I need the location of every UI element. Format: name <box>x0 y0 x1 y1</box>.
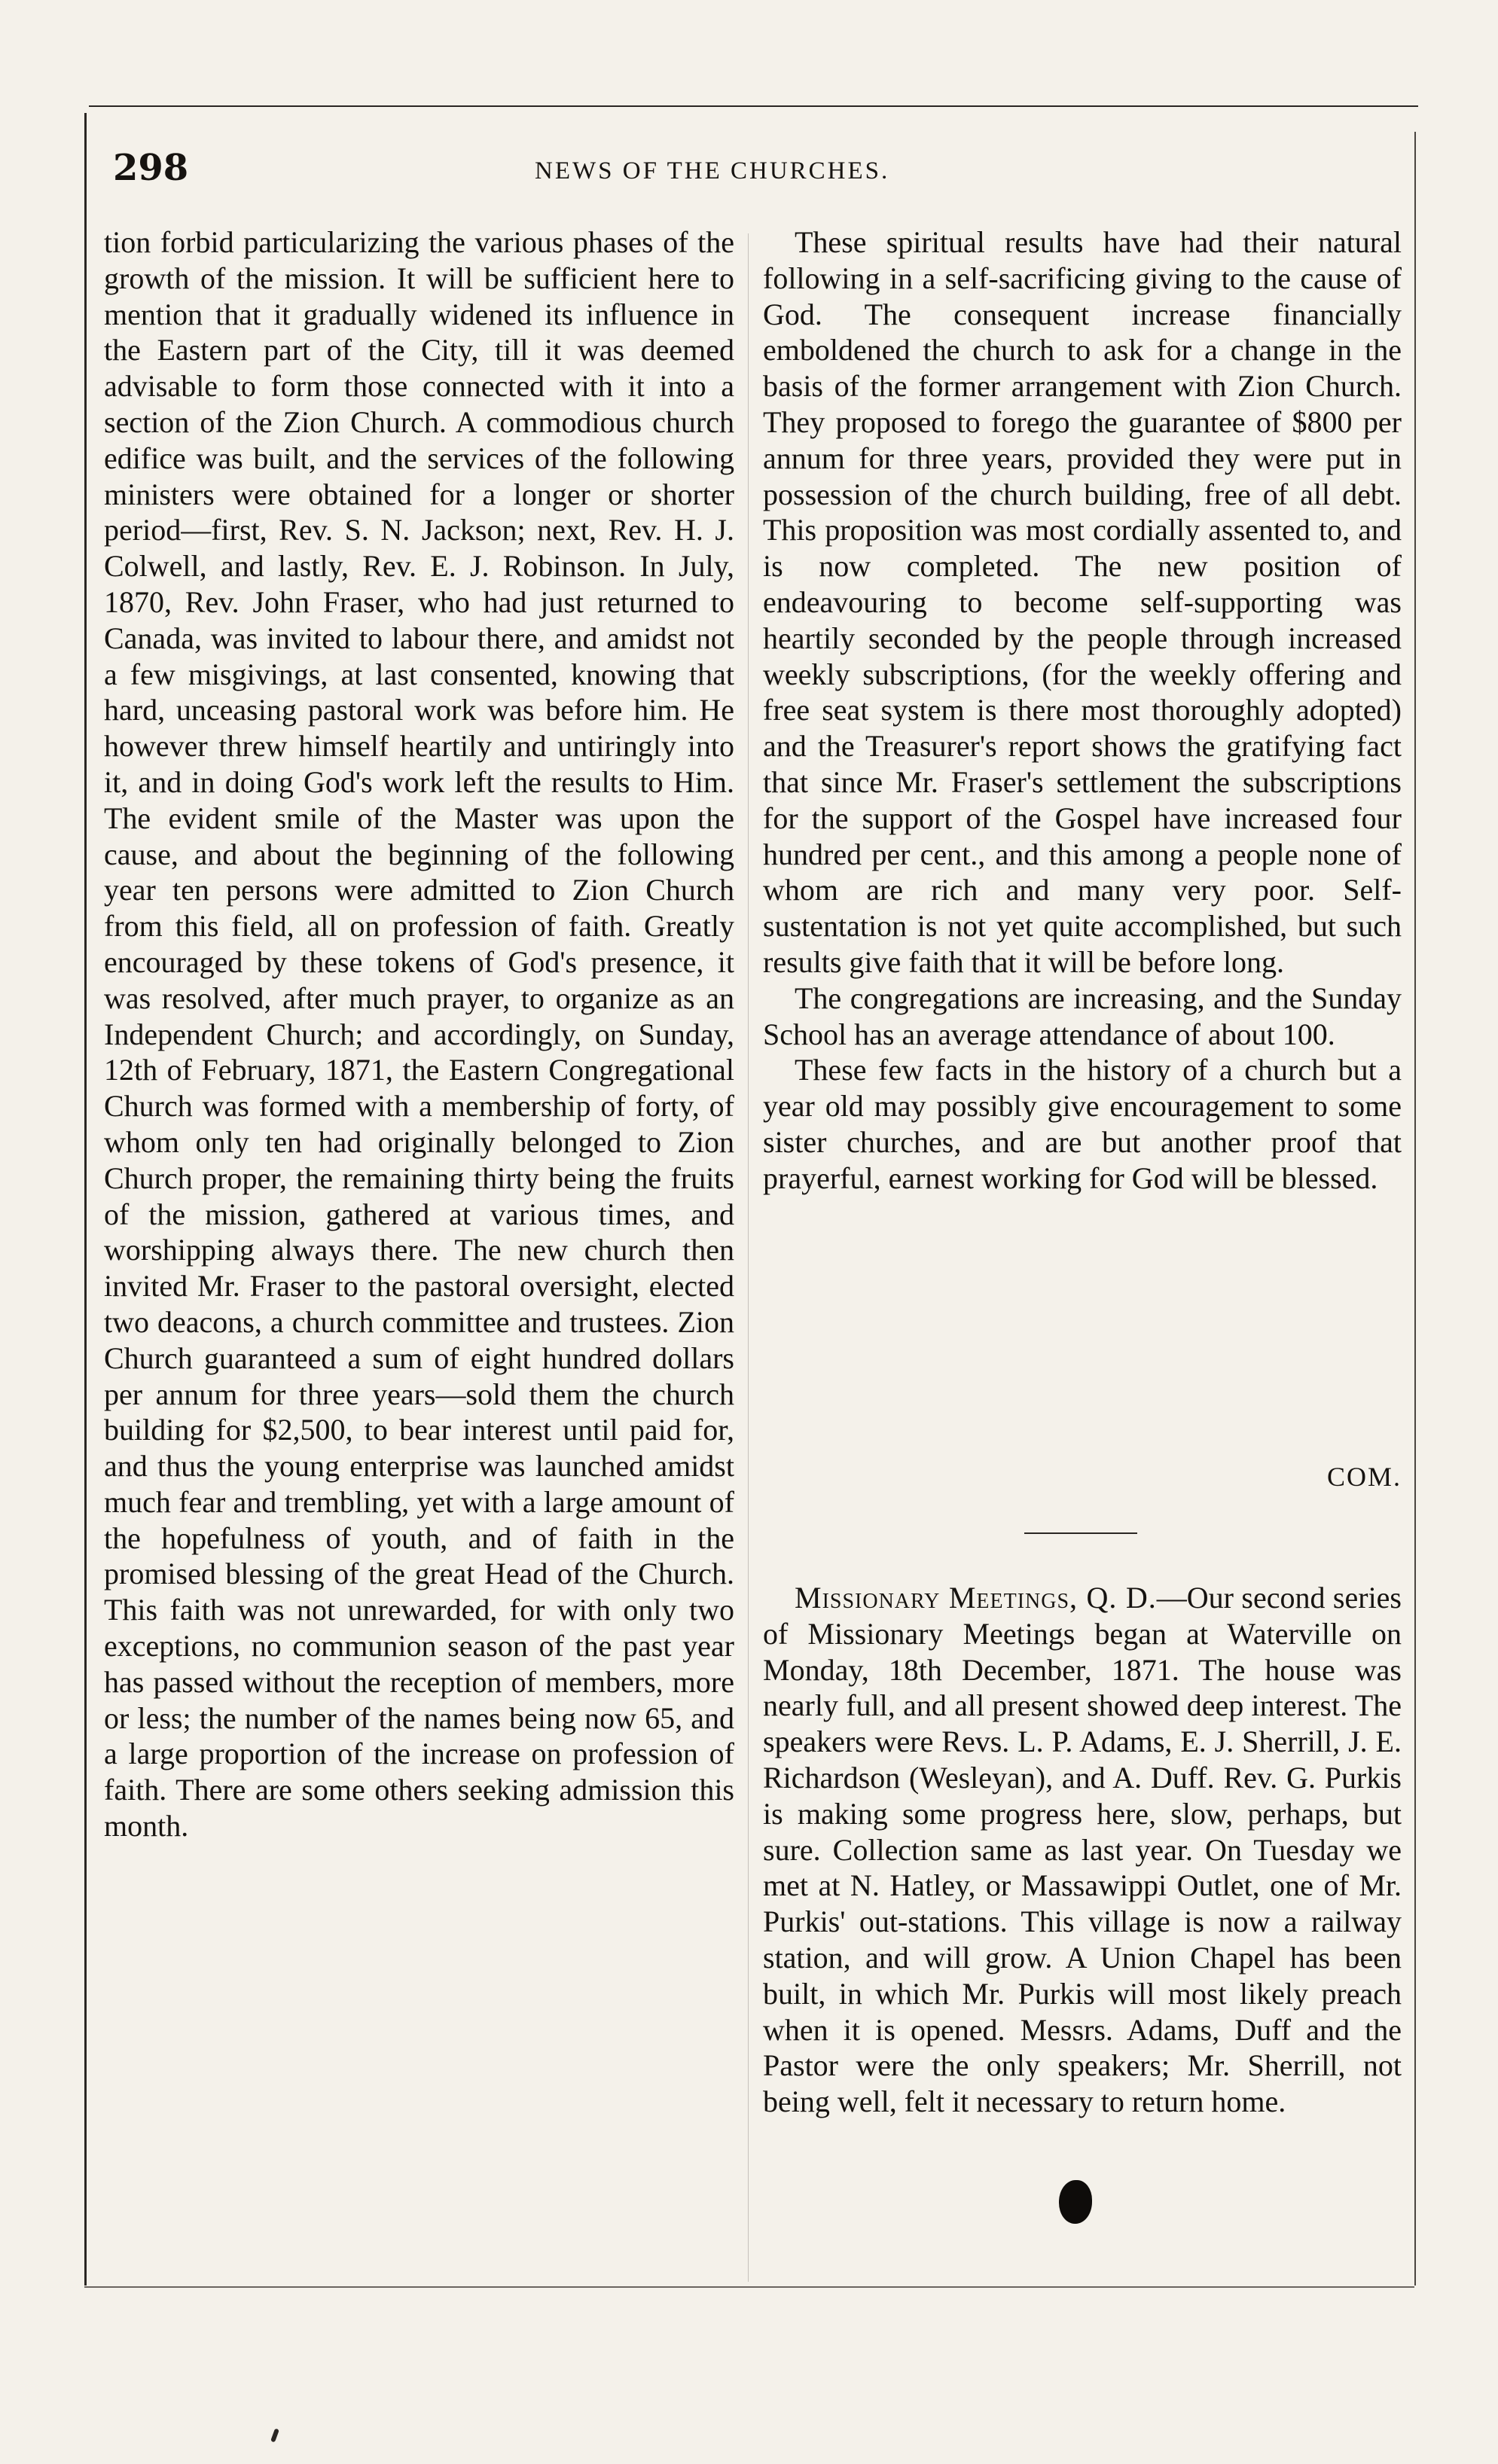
column-gutter <box>748 233 749 2282</box>
right-paragraph-congregations: The congregations are increasing, and the Sunday School has an average attendance of about 100. <box>763 980 1402 1051</box>
signature: COM. <box>1326 1462 1402 1492</box>
section-heading: Missionary Meetings, Q. D. <box>795 1581 1157 1615</box>
section-text: —Our second series of Missionary Meetings began at Waterville on Monday, 18th December, 1871. The house was nearly full, and all present showed deep interest. The speakers were Revs. L. P. Adams, E. J. Sherrill, J. E. Richardson (Wesleyan), and A. Duff. Rev. G. Purkis is making some progress here, slow, perhaps, but sure. Collection same as last year. On Tuesday we met at N. Hatley, or Massawippi Outlet, one of Mr. Purkis' out-stations. This village is now a railway station, and will grow. A Union Chapel has been built, in which Mr. Purkis will most likely preach when it is opened. Messrs. Adams, Duff and the Pastor were the only speakers; Mr. Sherrill, not being well, felt it necessary to return home. <box>763 1581 1402 2119</box>
page-number: 298 <box>113 147 189 189</box>
right-paragraph-facts: These few facts in the history of a church but a year old may possibly give encouragement to some sister churches, and are but another proof that prayerful, earnest working for God will be blessed. <box>763 1053 1402 1195</box>
left-paragraph: tion forbid particularizing the various phases of the growth of the mission. It will be sufficient here to mention that it gradually widened its influence in the Eastern part of the City, till it was deemed advisable to form those connected with it into a section of the Zion Church. A commodious church edifice was built, and the services of the following ministers were obtained for a longer or shorter period—first, Rev. S. N. Jackson; next, Rev. H. J. Colwell, and lastly, Rev. E. J. Robinson. In July, 1870, Rev. John Fraser, who had just returned to Canada, was invited to labour there, and amidst not a few misgivings, at last consented, knowing that hard, unceasing pastoral work was before him. He however threw himself heartily and untiringly into it, and in doing God's work left the results to Him. The evident smile of the Master was upon the cause, and about the beginning of the following year ten persons were admitted to Zion Church from this field, all on profession of faith. Greatly encouraged by these tokens of God's presence, it was resolved, after much prayer, to organize as an Independent Church; and accordingly, on Sunday, 12th of February, 1871, the Eastern Congregational Church was formed with a membership of forty, of whom only ten had originally belonged to Zion Church proper, the remaining thirty being the fruits of the mission, gathered at various times, and worshipping always there. The new church then invited Mr. Fraser to the pastoral oversight, elected two deacons, a church committee and trustees. Zion Church guaranteed a sum of eight hundred dollars per annum for three years—sold them the church building for $2,500, to bear interest until paid for, and thus the young enterprise was launched amidst much fear and trembling, yet with a large amount of the hopefulness of youth, and of faith in the promised blessing of the great Head of the Church. This faith was not unrewarded, for with only two exceptions, no communion season of the past year has passed without the reception of members, more or less; the number of the names being now 65, and a large proportion of the increase on profession of faith. There are some others seeking admission this month. <box>104 225 734 1843</box>
ink-speck <box>270 2429 279 2443</box>
section-divider <box>1024 1532 1137 1534</box>
left-column <box>104 224 734 1844</box>
right-border-rule <box>1414 132 1416 2286</box>
missionary-meetings-section <box>763 1580 1402 2120</box>
running-head: NEWS OF THE CHURCHES. <box>535 157 890 184</box>
bottom-border-rule <box>84 2286 1414 2288</box>
missionary-meetings-paragraph <box>763 1580 1402 2120</box>
right-column <box>763 224 1402 1197</box>
ink-blot <box>1059 2180 1092 2224</box>
left-border-rule <box>84 113 87 2286</box>
page-header <box>113 147 1393 192</box>
right-paragraph-results: These spiritual results have had their natural following in a self-sacrificing giving to the cause of God. The consequent increase financially emboldened the church to ask for a change in the basis of the former arrangement with Zion Church. They proposed to forego the guarantee of $800 per annum for three years, provided they were put in possession of the church building, free of all debt. This proposition was most cordially assented to, and is now completed. The new position of endeavouring to become self-supporting was heartily seconded by the people through increased weekly subscriptions, (for the weekly offering and free seat system is there most thoroughly adopted) and the Treasurer's report shows the gratifying fact that since Mr. Fraser's settlement the subscriptions for the support of the Gospel have increased four hundred per cent., and this among a people none of whom are rich and many very poor. Self-sustentation is not yet quite accomplished, but such results give faith that it will be before long. <box>763 225 1402 979</box>
